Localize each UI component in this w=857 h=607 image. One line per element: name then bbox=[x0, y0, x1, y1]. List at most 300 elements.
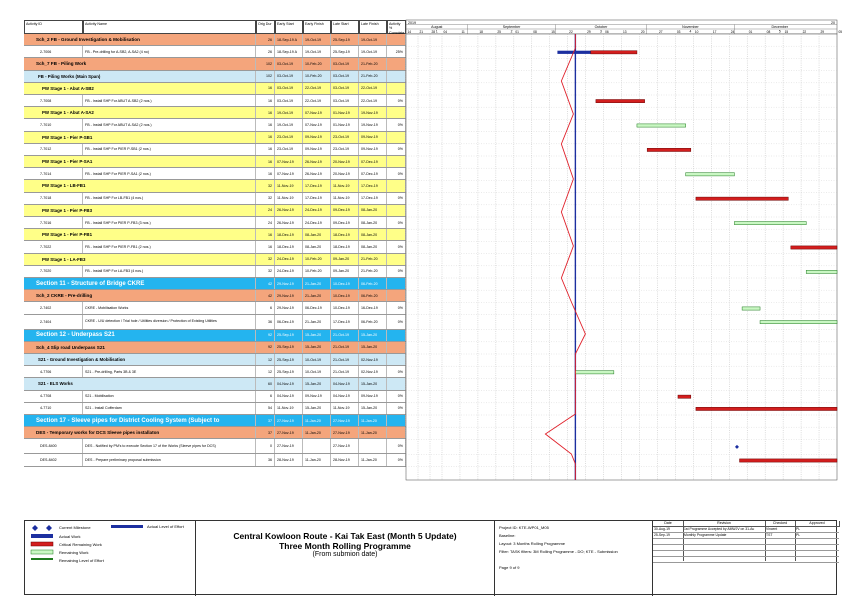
cell-id: 7-7010 bbox=[24, 119, 83, 130]
remaining-bar[interactable] bbox=[806, 270, 837, 273]
day-label: 17 bbox=[712, 30, 717, 35]
cell-ls: 21-Oct-19 bbox=[331, 330, 359, 341]
cell-ef: 21-Jan-20 bbox=[303, 290, 331, 301]
cell-es: 03-Oct-19 bbox=[275, 58, 303, 69]
cell-pct bbox=[387, 156, 406, 167]
cell-dur: 32 bbox=[256, 266, 275, 277]
wbs-row[interactable] bbox=[24, 254, 406, 266]
cell-pct bbox=[387, 427, 406, 438]
wbs-row[interactable] bbox=[24, 378, 406, 390]
cell-dur: 36 bbox=[256, 315, 275, 329]
cell-pct: 0% bbox=[387, 266, 406, 277]
cell-es: 23-Oct-19 bbox=[275, 132, 303, 143]
activity-row[interactable] bbox=[24, 315, 406, 330]
cell-name: S21 - Pre-drilling, Parts 3B & 3E bbox=[83, 366, 256, 377]
activity-row[interactable] bbox=[24, 217, 406, 229]
remaining-bar[interactable] bbox=[686, 173, 735, 176]
cell-dur: 24 bbox=[256, 205, 275, 216]
cell-id: 7-7012 bbox=[24, 144, 83, 155]
cell-dur: 37 bbox=[256, 427, 275, 438]
day-label: 21 bbox=[419, 30, 424, 35]
day-label: 01 bbox=[748, 30, 753, 35]
activity-row[interactable] bbox=[24, 302, 406, 314]
cell-dur: 32 bbox=[256, 254, 275, 265]
critical-bar[interactable] bbox=[596, 100, 645, 103]
col-header-late-finish[interactable]: Late Finish bbox=[359, 20, 387, 34]
revision-cell: TST bbox=[766, 533, 773, 537]
day-label: 20 bbox=[641, 30, 645, 35]
cell-pct: 0% bbox=[387, 95, 406, 106]
cell-lf bbox=[359, 439, 387, 453]
cell-lf: 17-Dec-19 bbox=[359, 193, 387, 204]
cell-name: FB - Install SHP For PIER P-FB3 (3 nos.) bbox=[83, 217, 256, 228]
cell-dur: 92 bbox=[256, 330, 275, 341]
cell-ls: 25-Sep-19 bbox=[331, 46, 359, 57]
wbs-row[interactable] bbox=[24, 58, 406, 70]
month-number: 5 bbox=[778, 29, 781, 34]
revision-header: Checked bbox=[765, 521, 796, 527]
critical-bar[interactable] bbox=[696, 407, 837, 410]
wbs-row[interactable] bbox=[24, 427, 406, 439]
cell-lf: 11-Jan-20 bbox=[359, 415, 387, 426]
month-label: December bbox=[771, 25, 789, 30]
cell-ls: 09-Dec-19 bbox=[331, 205, 359, 216]
day-label: 15 bbox=[551, 30, 555, 35]
cell-lf: 17-Dec-19 bbox=[359, 180, 387, 191]
revision-cell: Vincent bbox=[766, 527, 778, 531]
cell-id: 7-7020 bbox=[24, 266, 83, 277]
month-number: 1 bbox=[435, 29, 438, 34]
cell-id: 7-7018 bbox=[24, 193, 83, 204]
month-label: August bbox=[431, 25, 443, 30]
col-header-early-finish[interactable]: Early Finish bbox=[303, 20, 331, 34]
cell-ef: 06-Dec-19 bbox=[303, 302, 331, 313]
cell-ef: 11-Jan-20 bbox=[303, 454, 331, 465]
revision-rowline bbox=[653, 550, 839, 551]
cell-es: 27-Nov-19 bbox=[275, 439, 303, 453]
cell-dur: 16 bbox=[256, 241, 275, 252]
col-header-early-start[interactable]: Early Start bbox=[275, 20, 303, 34]
cell-es: 03-Oct-19 bbox=[275, 95, 303, 106]
cell-es: 25-Sep-19 bbox=[275, 330, 303, 341]
cell-name: PW Stage 1 - Pier P-SB1 bbox=[24, 132, 256, 143]
activity-row[interactable] bbox=[24, 193, 406, 205]
cell-ef: 26-Nov-19 bbox=[303, 156, 331, 167]
cell-dur: 26 bbox=[256, 34, 275, 45]
cell-name: Sch_2 CKRE - Pre-drilling bbox=[24, 290, 256, 301]
remaining-bar[interactable] bbox=[742, 307, 760, 310]
month-label: October bbox=[594, 25, 608, 30]
activity-row[interactable] bbox=[24, 439, 406, 454]
cell-dur: 6 bbox=[256, 302, 275, 313]
revision-header: Date bbox=[653, 521, 684, 527]
cell-ef: 22-Oct-19 bbox=[303, 83, 331, 94]
cell-lf: 09-Nov-19 bbox=[359, 132, 387, 143]
project-id: Project ID: KTE-WP01_M05 bbox=[499, 525, 549, 530]
cell-ls: 01-Nov-19 bbox=[331, 119, 359, 130]
remaining-effort-swatch bbox=[31, 558, 53, 560]
cell-ef: 22-Oct-19 bbox=[303, 95, 331, 106]
milestone-icon bbox=[32, 525, 38, 531]
cell-name: PW Stage 1 - Pier P-FB3 bbox=[24, 205, 256, 216]
cell-lf: 09-Nov-19 bbox=[359, 144, 387, 155]
cell-lf: 21-Feb-20 bbox=[359, 58, 387, 69]
cell-pct: 0% bbox=[387, 217, 406, 228]
cell-lf: 22-Oct-19 bbox=[359, 95, 387, 106]
wbs-row[interactable] bbox=[24, 229, 406, 241]
title-line-1: Central Kowloon Route - Kai Tak East (Month 5 Update) bbox=[233, 531, 457, 541]
cell-dur: 24 bbox=[256, 217, 275, 228]
cell-dur: 12 bbox=[256, 366, 275, 377]
legend-current-milestone: Current Milestone bbox=[59, 525, 91, 530]
day-label: 15 bbox=[784, 30, 789, 35]
cell-pct bbox=[387, 205, 406, 216]
revision-rowline bbox=[653, 562, 839, 563]
cell-name: Section 11 - Structure of Bridge CKRE bbox=[24, 278, 256, 289]
cell-dur: 16 bbox=[256, 168, 275, 179]
wbs-row[interactable] bbox=[24, 415, 406, 427]
revision-divider bbox=[795, 521, 796, 561]
cell-ef: 10-Feb-20 bbox=[303, 254, 331, 265]
cell-pct: 25% bbox=[387, 46, 406, 57]
cell-lf: 11-Jan-20 bbox=[359, 454, 387, 465]
wbs-row[interactable] bbox=[24, 132, 406, 144]
day-label: 27 bbox=[658, 30, 663, 35]
cell-ef: 24-Dec-19 bbox=[303, 217, 331, 228]
cell-lf: 19-Nov-19 bbox=[359, 119, 387, 130]
critical-work-swatch bbox=[31, 542, 53, 546]
cell-ef: 08-Jan-20 bbox=[303, 229, 331, 240]
cell-ls: 10-Dec-19 bbox=[331, 278, 359, 289]
remaining-bar[interactable] bbox=[637, 124, 686, 127]
wbs-row[interactable] bbox=[24, 278, 406, 290]
cell-lf: 09-Nov-19 bbox=[359, 391, 387, 402]
title-line-3: (From submion date) bbox=[312, 551, 378, 558]
cell-lf: 15-Jan-20 bbox=[359, 342, 387, 353]
activity-row[interactable] bbox=[24, 391, 406, 403]
cell-ls: 03-Oct-19 bbox=[331, 95, 359, 106]
cell-dur: 26 bbox=[256, 46, 275, 57]
cell-pct: 0% bbox=[387, 302, 406, 313]
cell-es: 04-Nov-19 bbox=[275, 378, 303, 389]
cell-dur: 16 bbox=[256, 119, 275, 130]
wbs-row[interactable] bbox=[24, 290, 406, 302]
day-label: 14 bbox=[407, 30, 412, 35]
cell-ls: 21-Oct-19 bbox=[331, 366, 359, 377]
cell-ls: 03-Oct-19 bbox=[331, 83, 359, 94]
revision-cell: 30-Aug-19 bbox=[654, 527, 670, 531]
day-label: 25 bbox=[497, 30, 501, 35]
critical-bar[interactable] bbox=[791, 246, 837, 249]
activity-row[interactable] bbox=[24, 46, 406, 58]
cell-pct bbox=[387, 180, 406, 191]
cell-dur: 16 bbox=[256, 144, 275, 155]
day-label: 06 bbox=[605, 30, 609, 35]
page-number: Page 9 of 9 bbox=[499, 565, 520, 570]
cell-ef: 11-Jan-20 bbox=[303, 415, 331, 426]
cell-pct: 0% bbox=[387, 366, 406, 377]
cell-name: FB - Install SHP For PIER P-SA1 (2 nos.) bbox=[83, 168, 256, 179]
activity-row[interactable] bbox=[24, 241, 406, 253]
month-number: 3 bbox=[600, 29, 602, 34]
cell-es: 07-Nov-19 bbox=[275, 168, 303, 179]
col-header-pct-complete[interactable]: Activity % Complete bbox=[389, 21, 405, 35]
cell-pct: 0% bbox=[387, 315, 406, 329]
cell-pct: 0% bbox=[387, 403, 406, 414]
cell-ls: 25-Sep-19 bbox=[331, 34, 359, 45]
wbs-row[interactable] bbox=[24, 71, 406, 83]
cell-name: FB - Piling Works (Main Span) bbox=[24, 71, 256, 82]
cell-id: 4-7706 bbox=[24, 366, 83, 377]
cell-name: FB - Install SHP For LB-FB1 (4 nos.) bbox=[83, 193, 256, 204]
wbs-row[interactable] bbox=[24, 342, 406, 354]
day-label: 10 bbox=[694, 30, 699, 35]
cell-ef: 21-Jan-20 bbox=[303, 315, 331, 329]
cell-ls: 01-Nov-19 bbox=[331, 107, 359, 118]
cell-id: 4-7710 bbox=[24, 403, 83, 414]
revision-cell: PL bbox=[796, 527, 801, 531]
cell-dur: 16 bbox=[256, 156, 275, 167]
cell-ls: 04-Nov-19 bbox=[331, 391, 359, 402]
gantt-chart bbox=[406, 34, 837, 480]
critical-bar[interactable] bbox=[696, 197, 788, 200]
cell-id: 2-7404 bbox=[24, 315, 83, 329]
cell-es: 29-Nov-19 bbox=[275, 290, 303, 301]
cell-ef: 10-Oct-19 bbox=[303, 354, 331, 365]
cell-ef: 09-Nov-19 bbox=[303, 144, 331, 155]
remaining-bar[interactable] bbox=[734, 222, 806, 225]
cell-dur: 6 bbox=[256, 391, 275, 402]
actual-work-swatch bbox=[31, 534, 53, 538]
cell-name: CKRE - U/U detection / Trial hole / Utilities diversion / Protection of Existing Utilities bbox=[83, 315, 256, 329]
cell-ls: 11-Nov-19 bbox=[331, 193, 359, 204]
year-label: 2019 bbox=[408, 20, 416, 25]
cell-id: 4-7708 bbox=[24, 391, 83, 402]
cell-pct bbox=[387, 71, 406, 82]
cell-lf: 11-Jan-20 bbox=[359, 427, 387, 438]
cell-es: 26-Nov-19 bbox=[275, 205, 303, 216]
legend-actual-effort: Actual Level of Effort bbox=[147, 524, 184, 529]
cell-ls: 03-Oct-19 bbox=[331, 71, 359, 82]
cell-ef: 09-Nov-19 bbox=[303, 132, 331, 143]
day-label: 05 bbox=[838, 30, 843, 35]
activity-row[interactable] bbox=[24, 403, 406, 415]
cell-es: 03-Oct-19 bbox=[275, 83, 303, 94]
day-label: 22 bbox=[569, 30, 573, 35]
milestone-icon-2 bbox=[46, 525, 52, 531]
cell-ls: 10-Dec-19 bbox=[331, 290, 359, 301]
timescale-header bbox=[406, 20, 843, 35]
revision-rowline bbox=[653, 538, 839, 539]
cell-ef: 15-Jan-20 bbox=[303, 330, 331, 341]
legend-remaining-effort: Remaining Level of Effort bbox=[59, 558, 104, 563]
cell-ef: 26-Nov-19 bbox=[303, 168, 331, 179]
cell-lf: 19-Oct-19 bbox=[359, 46, 387, 57]
cell-pct: 0% bbox=[387, 454, 406, 465]
cell-ef: 09-Nov-19 bbox=[303, 391, 331, 402]
cell-es: 03-Oct-19 bbox=[275, 71, 303, 82]
day-label: 08 bbox=[766, 30, 771, 35]
cell-es: 24-Dec-19 bbox=[275, 254, 303, 265]
cell-ls: 17-Dec-19 bbox=[331, 315, 359, 329]
remaining-bar[interactable] bbox=[575, 371, 613, 374]
cell-ls: 09-Dec-19 bbox=[331, 217, 359, 228]
col-header-late-start[interactable]: Late Start bbox=[331, 20, 359, 34]
remaining-bar[interactable] bbox=[760, 321, 837, 324]
activity-row[interactable] bbox=[24, 366, 406, 378]
cell-dur: 12 bbox=[256, 354, 275, 365]
cell-ls: 03-Oct-19 bbox=[331, 58, 359, 69]
cell-ls: 10-Dec-19 bbox=[331, 302, 359, 313]
activity-row[interactable] bbox=[24, 95, 406, 107]
cell-name: FB - Install SHP For ABUT A-SB2 (2 nos.) bbox=[83, 95, 256, 106]
cell-es: 25-Sep-19 bbox=[275, 354, 303, 365]
legend-remaining-work: Remaining Work bbox=[59, 550, 89, 555]
critical-bar[interactable] bbox=[647, 148, 691, 151]
cell-pct bbox=[387, 58, 406, 69]
wbs-row[interactable] bbox=[24, 34, 406, 46]
cell-name: PW Stage 1 - Abut A-SB2 bbox=[24, 83, 256, 94]
cell-ls: 11-Nov-19 bbox=[331, 180, 359, 191]
day-label: 28 bbox=[431, 30, 436, 35]
critical-bar[interactable] bbox=[678, 395, 691, 398]
cell-name: DES - Temporary works for DCS Sleeve pipes installaton bbox=[24, 427, 256, 438]
cell-pct bbox=[387, 132, 406, 143]
revision-rowline bbox=[653, 556, 839, 557]
critical-bar[interactable] bbox=[740, 459, 837, 462]
cell-ls: 21-Oct-19 bbox=[331, 342, 359, 353]
cell-pct bbox=[387, 254, 406, 265]
cell-dur: 16 bbox=[256, 132, 275, 143]
project-filter: Filter: TASK filters: 3M Rolling Programme - DO; KTE - Submission bbox=[499, 549, 618, 554]
cell-dur: 32 bbox=[256, 180, 275, 191]
cell-ls: 09-Jan-20 bbox=[331, 254, 359, 265]
cell-es: 19-Oct-19 bbox=[275, 119, 303, 130]
cell-dur: 42 bbox=[256, 290, 275, 301]
cell-ef bbox=[303, 439, 331, 453]
cell-lf: 02-Nov-19 bbox=[359, 366, 387, 377]
cell-id: 7-7008 bbox=[24, 95, 83, 106]
cell-ef: 10-Oct-19 bbox=[303, 366, 331, 377]
revision-table bbox=[652, 521, 838, 596]
cell-name: Sch_2 FB - Ground Investigation & Mobilisation bbox=[24, 34, 256, 45]
project-baseline: Baseline: bbox=[499, 533, 516, 538]
legend-critical-remaining: Critical Remaining Work bbox=[59, 542, 102, 547]
activity-row[interactable] bbox=[24, 266, 406, 278]
cell-id: DES-8400 bbox=[24, 439, 83, 453]
wbs-row[interactable] bbox=[24, 205, 406, 217]
cell-lf: 06-Feb-20 bbox=[359, 290, 387, 301]
cell-ef: 21-Jan-20 bbox=[303, 278, 331, 289]
cell-id: 7-7016 bbox=[24, 217, 83, 228]
wbs-row[interactable] bbox=[24, 156, 406, 168]
cell-dur: 102 bbox=[256, 58, 275, 69]
cell-ef: 15-Jan-20 bbox=[303, 342, 331, 353]
cell-lf: 21-Feb-20 bbox=[359, 71, 387, 82]
cell-pct bbox=[387, 342, 406, 353]
activity-row[interactable] bbox=[24, 168, 406, 180]
cell-es: 04-Nov-19 bbox=[275, 391, 303, 402]
cell-ls: 23-Oct-19 bbox=[331, 132, 359, 143]
cell-dur: 0 bbox=[256, 439, 275, 453]
wbs-row[interactable] bbox=[24, 330, 406, 342]
col-header-activity-id[interactable]: Activity ID bbox=[24, 20, 83, 34]
legend-actual-work: Actual Work bbox=[59, 534, 81, 539]
cell-ls: 27-Nov-19 bbox=[331, 415, 359, 426]
cell-pct bbox=[387, 278, 406, 289]
revision-divider bbox=[765, 521, 766, 561]
day-label: 29 bbox=[820, 30, 825, 35]
revision-header: Approved bbox=[795, 521, 840, 527]
cell-id: 7-7014 bbox=[24, 168, 83, 179]
cell-lf: 07-Dec-19 bbox=[359, 168, 387, 179]
cell-name: Sch_4 Slip road Underpass S21 bbox=[24, 342, 256, 353]
cell-ef: 19-Oct-19 bbox=[303, 34, 331, 45]
cell-es: 18-Dec-19 bbox=[275, 229, 303, 240]
cell-lf: 08-Jan-20 bbox=[359, 217, 387, 228]
wbs-row[interactable] bbox=[24, 107, 406, 119]
cell-ef: 11-Jan-20 bbox=[303, 427, 331, 438]
cell-dur: 16 bbox=[256, 229, 275, 240]
cell-lf: 02-Nov-19 bbox=[359, 354, 387, 365]
cell-lf: 15-Jan-20 bbox=[359, 330, 387, 341]
cell-es: 06-Dec-19 bbox=[275, 315, 303, 329]
critical-bar[interactable] bbox=[591, 51, 637, 54]
cell-dur: 16 bbox=[256, 83, 275, 94]
cell-es: 28-Nov-19 bbox=[275, 454, 303, 465]
cell-dur: 102 bbox=[256, 71, 275, 82]
cell-pct bbox=[387, 378, 406, 389]
cell-pct bbox=[387, 415, 406, 426]
cell-lf: 21-Feb-20 bbox=[359, 266, 387, 277]
legend-icons bbox=[29, 521, 119, 591]
cell-ls: 27-Nov-19 bbox=[331, 439, 359, 453]
cell-name: S21 - Install Cofferdam bbox=[83, 403, 256, 414]
col-header-activity-name[interactable]: Activity Name bbox=[83, 20, 256, 34]
month-number: 4 bbox=[689, 29, 692, 34]
cell-dur: 16 bbox=[256, 95, 275, 106]
cell-name: S21 - Ground Investigation & Mobilisation bbox=[24, 354, 256, 365]
cell-dur: 32 bbox=[256, 193, 275, 204]
col-header-orig-dur[interactable]: Orig Dur bbox=[256, 20, 275, 34]
activity-row[interactable] bbox=[24, 144, 406, 156]
day-label: 11 bbox=[461, 30, 465, 35]
cell-ef: 19-Oct-19 bbox=[303, 46, 331, 57]
cell-id: 2-7402 bbox=[24, 302, 83, 313]
wbs-row[interactable] bbox=[24, 354, 406, 366]
cell-pct bbox=[387, 229, 406, 240]
cell-es: 26-Nov-19 bbox=[275, 217, 303, 228]
activity-row[interactable] bbox=[24, 119, 406, 131]
revision-cell: 1st Programme Accepted by AMWJV on 31-Au bbox=[684, 527, 755, 531]
day-label: 18 bbox=[479, 30, 483, 35]
wbs-row[interactable] bbox=[24, 180, 406, 192]
day-label: 13 bbox=[623, 30, 627, 35]
cell-ls: 18-Dec-19 bbox=[331, 229, 359, 240]
title-line-2: Three Month Rolling Programme bbox=[279, 541, 411, 551]
cell-es: 27-Nov-19 bbox=[275, 415, 303, 426]
schedule-sheet bbox=[24, 20, 843, 595]
wbs-row[interactable] bbox=[24, 83, 406, 95]
cell-lf: 06-Feb-20 bbox=[359, 315, 387, 329]
activity-row[interactable] bbox=[24, 454, 406, 466]
revision-rowline bbox=[653, 532, 839, 533]
cell-pct bbox=[387, 107, 406, 118]
day-label: 04 bbox=[443, 30, 448, 35]
cell-dur: 92 bbox=[256, 342, 275, 353]
cell-id: 7-7022 bbox=[24, 241, 83, 252]
project-layout: Layout: 3 Months Rolling Programme bbox=[499, 541, 566, 546]
